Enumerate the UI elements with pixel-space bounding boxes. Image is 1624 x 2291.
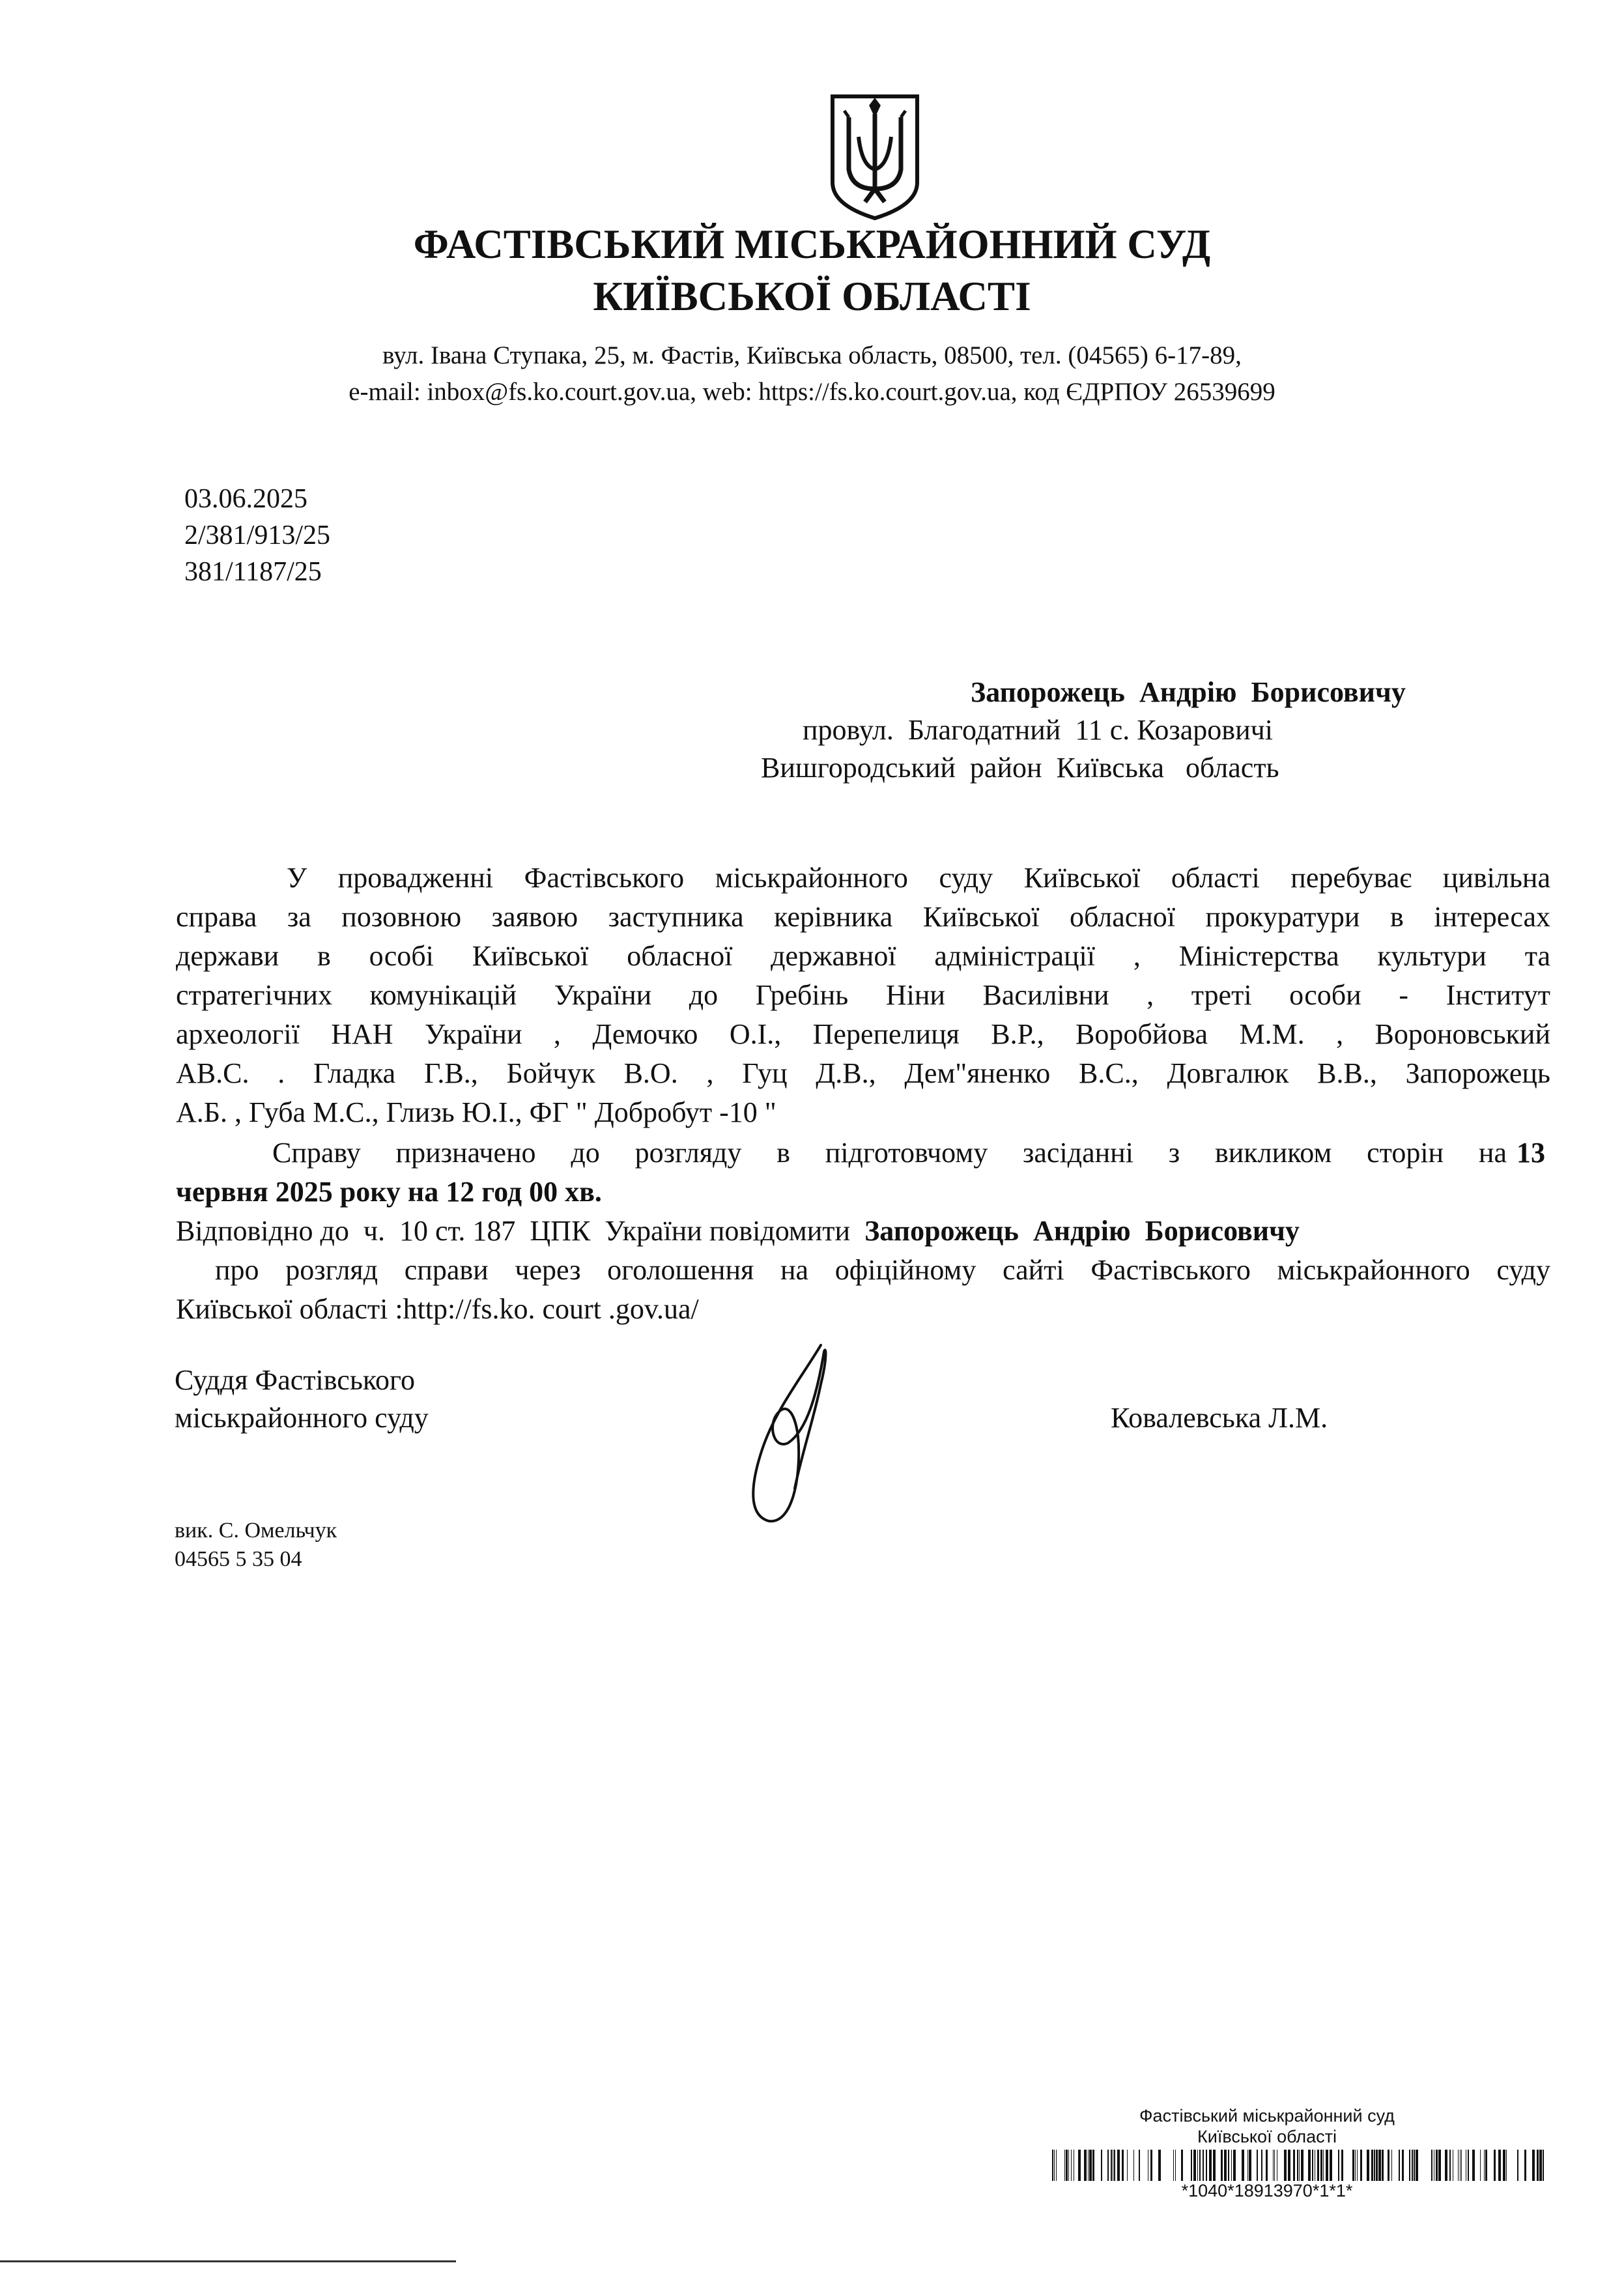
barcode-bar — [1199, 2150, 1201, 2181]
barcode-bar — [1173, 2150, 1174, 2181]
judge-title-line1: Суддя Фастівського — [175, 1364, 415, 1396]
barcode-bar — [1158, 2150, 1161, 2181]
body-line: У провадженні Фастівського міськрайонного суду Київської області перебуває цивільна — [287, 862, 1550, 894]
barcode-bar — [1317, 2150, 1319, 2181]
barcode-bar — [1273, 2150, 1274, 2181]
barcode-bar — [1320, 2150, 1322, 2181]
body-line: стратегічних комунікацій України до Гребінь Ніни Василівни , треті особи - Інститут — [176, 979, 1550, 1011]
barcode-bar — [1209, 2150, 1212, 2181]
recipient-address-line1: провул. Благодатний 11 с. Козаровичі — [803, 714, 1273, 746]
letter-date: 03.06.2025 — [184, 484, 307, 514]
barcode-bar — [1388, 2150, 1389, 2181]
barcode-bar — [1485, 2150, 1487, 2181]
barcode-bar — [1107, 2150, 1109, 2181]
barcode-bar — [1068, 2150, 1069, 2181]
barcode-bar — [1312, 2150, 1313, 2181]
hearing-datetime: червня 2025 року на 12 год 00 хв. — [176, 1176, 602, 1208]
barcode-bar — [1524, 2150, 1526, 2181]
barcode-bar — [1117, 2150, 1120, 2181]
barcode-bar — [1139, 2150, 1140, 2181]
barcode-bar — [1288, 2150, 1290, 2181]
barcode-bar — [1438, 2150, 1441, 2181]
footer-court-name: Фастівський міськрайонний суд — [1139, 2106, 1395, 2126]
barcode-bar — [1371, 2150, 1373, 2181]
barcode-bar — [1064, 2150, 1065, 2181]
barcode-bar — [1506, 2150, 1507, 2181]
barcode-bar — [1360, 2150, 1362, 2181]
court-name-line1: ФАСТІВСЬКИЙ МІСЬКРАЙОННИЙ СУД — [413, 221, 1211, 267]
barcode-bar — [1412, 2150, 1413, 2181]
barcode-bar — [1449, 2150, 1451, 2181]
barcode-bar — [1484, 2150, 1485, 2181]
barcode-bar — [1458, 2150, 1459, 2181]
barcode-bar — [1242, 2150, 1244, 2181]
notice-line3: Київської області :http://fs.ko. court .gov.ua/ — [176, 1293, 699, 1325]
hearing-day: 13 — [1517, 1137, 1545, 1169]
barcode-bar — [1203, 2150, 1204, 2181]
barcode-bar — [1150, 2150, 1152, 2181]
barcode-bar — [1352, 2150, 1354, 2181]
barcode-bar — [1284, 2150, 1287, 2181]
barcode-bar — [1071, 2150, 1072, 2181]
barcode-bar — [1494, 2150, 1496, 2181]
barcode-bar — [1056, 2150, 1057, 2181]
barcode-bar — [1233, 2150, 1236, 2181]
barcode-bar — [1414, 2150, 1415, 2181]
barcode-bar — [1206, 2150, 1207, 2181]
barcode-bar — [1111, 2150, 1112, 2181]
body-line: АВ.С. . Гладка Г.В., Бойчук В.О. , Гуц Д.В., Дем"яненко В.С., Довгалюк В.В., Запорожець — [176, 1057, 1550, 1089]
barcode-bar — [1197, 2150, 1198, 2181]
judge-name: Ковалевська Л.М. — [1111, 1402, 1328, 1434]
barcode-bar — [1299, 2150, 1300, 2181]
barcode-bar — [1127, 2150, 1128, 2181]
ukraine-trident-icon — [826, 91, 924, 221]
barcode-bar — [1231, 2150, 1232, 2181]
barcode-bar — [1249, 2150, 1251, 2181]
barcode-bar — [1480, 2150, 1481, 2181]
barcode-bar — [1257, 2150, 1258, 2181]
notice-name: Запорожець Андрію Борисовичу — [864, 1215, 1300, 1247]
barcode-bar — [1468, 2150, 1469, 2181]
barcode-bar — [1409, 2150, 1410, 2181]
outgoing-number: 381/1187/25 — [184, 557, 322, 587]
bottom-rule — [0, 2260, 456, 2262]
notice-prefix: Відповідно до ч. 10 ст. 187 ЦПК України повідомити — [176, 1215, 851, 1247]
barcode-bar — [1376, 2150, 1378, 2181]
barcode-bar — [1088, 2150, 1089, 2181]
barcode-bar — [1341, 2150, 1343, 2181]
barcode-bar — [1498, 2150, 1501, 2181]
court-address: вул. Івана Ступака, 25, м. Фастів, Київська область, 08500, тел. (04565) 6-17-89, — [382, 341, 1242, 369]
barcode-bar — [1357, 2150, 1358, 2181]
barcode-bar — [1191, 2150, 1192, 2181]
barcode-bar — [1382, 2150, 1384, 2181]
barcode-bar — [1472, 2150, 1475, 2181]
barcode-bar — [1224, 2150, 1227, 2181]
barcode-bar — [1266, 2150, 1268, 2181]
barcode-bar — [1445, 2150, 1447, 2181]
barcode-bar — [1114, 2150, 1115, 2181]
barcode-bar — [1367, 2150, 1369, 2181]
barcode-bar — [1274, 2150, 1275, 2181]
barcode — [1052, 2150, 1547, 2181]
barcode-bar — [1338, 2150, 1339, 2181]
barcode-bar — [1399, 2150, 1400, 2181]
barcode-bar — [1066, 2150, 1068, 2181]
court-contacts: e-mail: inbox@fs.ko.court.gov.ua, web: https://fs.ko.court.gov.ua, код ЄДРПОУ 26539699 — [349, 378, 1275, 406]
barcode-bar — [1181, 2150, 1183, 2181]
barcode-bar — [1054, 2150, 1055, 2181]
handwritten-signature — [723, 1339, 853, 1528]
barcode-bar — [1355, 2150, 1356, 2181]
court-name-line2: КИЇВСЬКОЇ ОБЛАСТІ — [593, 274, 1031, 319]
barcode-bar — [1052, 2150, 1053, 2181]
barcode-bar — [1374, 2150, 1375, 2181]
body-line: А.Б. , Губа М.С., Глизь Ю.І., ФГ " Добробут -10 " — [176, 1096, 776, 1128]
barcode-bar — [1193, 2150, 1196, 2181]
barcode-bar — [1213, 2150, 1216, 2181]
barcode-bar — [1431, 2150, 1432, 2181]
barcode-bar — [1101, 2150, 1102, 2181]
barcode-bar — [1391, 2150, 1392, 2181]
barcode-bar — [1092, 2150, 1094, 2181]
barcode-bar — [1247, 2150, 1248, 2181]
barcode-bar — [1133, 2150, 1134, 2181]
barcode-bar — [1297, 2150, 1298, 2181]
barcode-bar — [1326, 2150, 1328, 2181]
recipient-name: Запорожець Андрію Борисовичу — [971, 676, 1406, 708]
barcode-bar — [1330, 2150, 1332, 2181]
barcode-bar — [1078, 2150, 1081, 2181]
barcode-bar — [1228, 2150, 1229, 2181]
barcode-bar — [1539, 2150, 1542, 2181]
barcode-bar — [1503, 2150, 1505, 2181]
barcode-bar — [1416, 2150, 1418, 2181]
body-line: археології НАН України , Демочко О.І., Перепелиця В.Р., Воробйова М.М. , Вороновський — [176, 1018, 1550, 1050]
notice-line2: про розгляд справи через оголошення на офіційному сайті Фастівського міськрайонного суду — [215, 1254, 1550, 1286]
barcode-bar — [1084, 2150, 1087, 2181]
case-number: 2/381/913/25 — [184, 520, 331, 550]
barcode-bar — [1436, 2150, 1438, 2181]
body-line: держави в особі Київської обласної державної адміністрації , Міністерства культури та — [176, 940, 1550, 972]
barcode-bar — [1543, 2150, 1544, 2181]
executor-phone: 04565 5 35 04 — [175, 1547, 302, 1571]
judge-title-line2: міськрайонного суду — [175, 1402, 429, 1434]
barcode-bar — [1261, 2150, 1262, 2181]
barcode-bar — [1517, 2150, 1518, 2181]
barcode-bar — [1378, 2150, 1381, 2181]
barcode-bar — [1175, 2150, 1176, 2181]
barcode-bar — [1301, 2150, 1303, 2181]
barcode-bar — [1537, 2150, 1539, 2181]
barcode-bar — [1122, 2150, 1124, 2181]
recipient-address-line2: Вишгородський район Київська область — [761, 752, 1279, 784]
footer-court-region: Київської області — [1197, 2127, 1337, 2146]
executor-name: вик. С. Омельчук — [175, 1518, 337, 1543]
barcode-bar — [1089, 2150, 1092, 2181]
barcode-bar — [1293, 2150, 1295, 2181]
barcode-bar — [1402, 2150, 1404, 2181]
barcode-bar — [1461, 2150, 1462, 2181]
notice-line1 — [176, 1212, 1300, 1251]
hearing-text: Справу призначено до розгляду в підготовчому засіданні з викликом сторін на — [272, 1137, 1507, 1169]
barcode-number: *1040*18913970*1*1* — [1181, 2181, 1353, 2200]
barcode-bar — [1308, 2150, 1311, 2181]
body-line: справа за позовною заявою заступника керівника Київської обласної прокуратури в інтересах — [176, 901, 1550, 933]
barcode-bar — [1221, 2150, 1223, 2181]
barcode-bar — [1532, 2150, 1535, 2181]
barcode-bar — [1323, 2150, 1324, 2181]
